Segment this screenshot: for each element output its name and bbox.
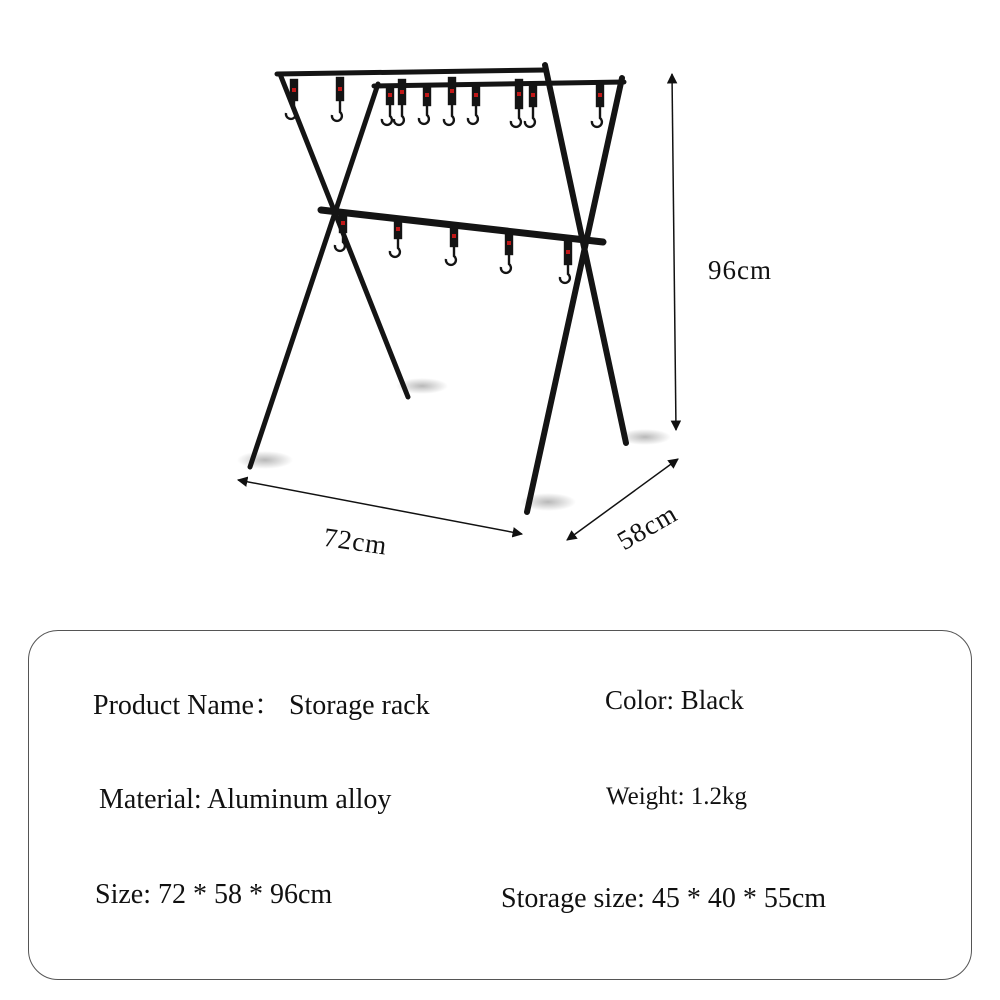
rack-frame [250,65,626,512]
height-dimension-label: 96cm [708,255,772,285]
depth-dimension-label: 58cm [612,498,683,556]
color-spec: Color: Black [605,685,744,715]
height-arrow [672,74,676,430]
storage-size-spec: Storage size: 45 * 40 * 55cm [501,883,827,914]
weight-spec: Weight: 1.2kg [606,783,748,810]
spec-card [28,630,972,980]
width-arrow [238,480,522,534]
product-name-spec: Product Name： Storage rack [93,690,430,721]
width-dimension-label: 72cm [321,522,390,561]
material-spec: Material: Aluminum alloy [99,784,392,815]
size-spec: Size: 72 * 58 * 96cm [95,879,333,910]
floor-shadows [237,378,671,511]
